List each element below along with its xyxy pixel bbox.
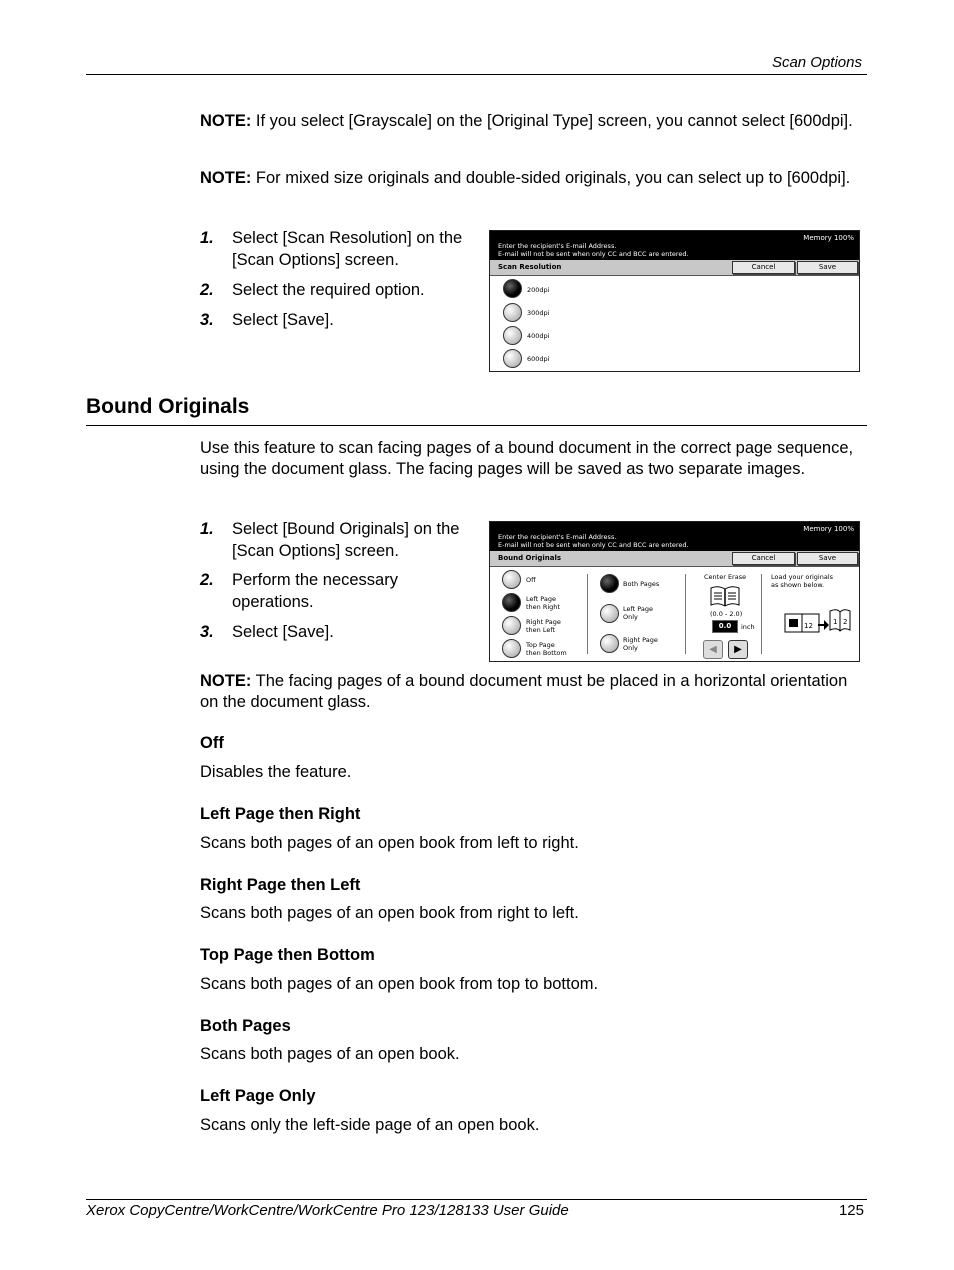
footer-rule <box>86 1199 867 1200</box>
note-grayscale <box>200 111 865 132</box>
note-text: The facing pages of a bound document must be placed in a horizontal orientation on the document glass. <box>200 672 848 711</box>
radio-top-page-then-bottom[interactable] <box>502 639 521 658</box>
option-title-left-page-only: Left Page Only <box>200 1087 316 1105</box>
radio-left-page-then-right[interactable] <box>502 593 521 612</box>
note-label: NOTE: <box>200 169 252 187</box>
message-bar <box>490 522 859 551</box>
svg-text:12: 12 <box>804 622 813 630</box>
radio-label: Left Page Only <box>623 605 654 621</box>
memory-indicator: Memory 100% <box>803 525 854 533</box>
radio-200dpi[interactable] <box>503 279 522 298</box>
option-desc-left-page-only: Scans only the left-side page of an open book. <box>200 1116 540 1134</box>
option-title-both-pages: Both Pages <box>200 1017 291 1035</box>
open-book-icon <box>709 585 741 607</box>
document-placement-icon <box>782 606 852 634</box>
option-desc-left-page-then-right: Scans both pages of an open book from left to right. <box>200 834 579 852</box>
load-instruction: Load your originals as shown below. <box>771 573 834 589</box>
radio-label: 400dpi <box>527 332 550 340</box>
memory-indicator: Memory 100% <box>803 234 854 242</box>
step-text: Select [Save]. <box>232 311 334 329</box>
note-label: NOTE: <box>200 112 252 130</box>
step-text: Select [Save]. <box>232 623 334 641</box>
screen-title-bar <box>490 551 859 567</box>
radio-label: Left Page then Right <box>526 595 560 611</box>
intro-paragraph: Use this feature to scan facing pages of a bound document in the correct page sequence, using the document glass. The facing pages will be saved as two separate images. <box>200 439 854 478</box>
radio-label: Both Pages <box>623 580 660 588</box>
footer-guide-title: Xerox CopyCentre/WorkCentre/WorkCentre Pro 123/128133 User Guide <box>86 1202 569 1219</box>
step-number: 1. <box>200 520 214 538</box>
option-desc-both-pages: Scans both pages of an open book. <box>200 1045 460 1063</box>
column-divider <box>685 574 686 654</box>
radio-300dpi[interactable] <box>503 303 522 322</box>
decrement-button[interactable] <box>703 640 723 659</box>
step-1 <box>200 518 485 562</box>
screen-title: Bound Originals <box>498 554 562 562</box>
step-text: Select [Bound Originals] on the [Scan Options] screen. <box>232 520 460 560</box>
screen-title-bar <box>490 260 859 276</box>
radio-600dpi[interactable] <box>503 349 522 368</box>
section-rule <box>86 425 867 426</box>
message-line: E-mail will not be sent when only CC and BCC are entered. <box>498 250 689 258</box>
option-title-top-page-then-bottom: Top Page then Bottom <box>200 946 375 964</box>
radio-label: 300dpi <box>527 309 550 317</box>
message-line: Enter the recipient's E-mail Address. <box>498 533 617 541</box>
radio-right-page-only[interactable] <box>600 634 619 653</box>
note-label: NOTE: <box>200 672 252 690</box>
radio-400dpi[interactable] <box>503 326 522 345</box>
cancel-button[interactable]: Cancel <box>732 552 795 565</box>
option-title-right-page-then-left: Right Page then Left <box>200 876 361 894</box>
radio-right-page-then-left[interactable] <box>502 616 521 635</box>
step-number: 2. <box>200 281 214 299</box>
section-title: Bound Originals <box>86 395 250 418</box>
running-header: Scan Options <box>771 54 862 71</box>
svg-text:2: 2 <box>843 618 848 626</box>
triangle-right-icon: ▶ <box>734 644 742 655</box>
svg-text:1: 1 <box>833 618 838 626</box>
note-text: If you select [Grayscale] on the [Original Type] screen, you cannot select [600dpi]. <box>251 112 853 130</box>
message-line: E-mail will not be sent when only CC and BCC are entered. <box>498 541 689 549</box>
cancel-button[interactable]: Cancel <box>732 261 795 274</box>
screen-title: Scan Resolution <box>498 263 562 271</box>
step-3 <box>200 621 485 643</box>
page-number: 125 <box>838 1202 864 1219</box>
step-2 <box>200 569 485 613</box>
increment-button[interactable] <box>728 640 748 659</box>
radio-label: Right Page then Left <box>526 618 561 634</box>
radio-label: 200dpi <box>527 286 550 294</box>
step-number: 3. <box>200 623 214 641</box>
column-divider <box>761 574 762 654</box>
step-3 <box>200 309 485 331</box>
radio-label: Top Page then Bottom <box>526 641 567 657</box>
radio-label: Right Page Only <box>623 636 658 652</box>
radio-label: Off <box>526 576 536 584</box>
center-erase-label: Center Erase <box>704 573 747 581</box>
message-bar <box>490 231 859 260</box>
header-rule <box>86 74 867 75</box>
center-erase-value[interactable]: 0.0 <box>712 620 738 633</box>
step-number: 2. <box>200 571 214 589</box>
save-button[interactable]: Save <box>797 552 858 565</box>
step-number: 1. <box>200 229 214 247</box>
message-line: Enter the recipient's E-mail Address. <box>498 242 617 250</box>
option-title-off: Off <box>200 734 224 752</box>
option-desc-top-page-then-bottom: Scans both pages of an open book from top to bottom. <box>200 975 599 993</box>
step-1 <box>200 227 485 271</box>
step-text: Perform the necessary operations. <box>232 571 398 611</box>
range-label: (0.0 - 2.0) <box>710 610 743 618</box>
step-text: Select the required option. <box>232 281 425 299</box>
radio-left-page-only[interactable] <box>600 604 619 623</box>
step-text: Select [Scan Resolution] on the [Scan Options] screen. <box>232 229 463 269</box>
option-desc-off: Disables the feature. <box>200 763 352 781</box>
step-number: 3. <box>200 311 214 329</box>
note-mixed-size <box>200 168 865 189</box>
unit-label: inch <box>741 623 755 631</box>
column-divider <box>587 574 588 654</box>
option-title-left-page-then-right: Left Page then Right <box>200 805 361 823</box>
triangle-left-icon: ◀ <box>709 644 717 655</box>
step-2 <box>200 279 485 301</box>
note-orientation <box>200 671 865 713</box>
radio-label: 600dpi <box>527 355 550 363</box>
note-text: For mixed size originals and double-sided originals, you can select up to [600dpi]. <box>251 169 851 187</box>
bound-originals-screen <box>489 521 860 662</box>
radio-off[interactable] <box>502 570 521 589</box>
radio-both-pages[interactable] <box>600 574 619 593</box>
save-button[interactable]: Save <box>797 261 858 274</box>
scan-resolution-screen <box>489 230 860 372</box>
option-desc-right-page-then-left: Scans both pages of an open book from right to left. <box>200 904 579 922</box>
